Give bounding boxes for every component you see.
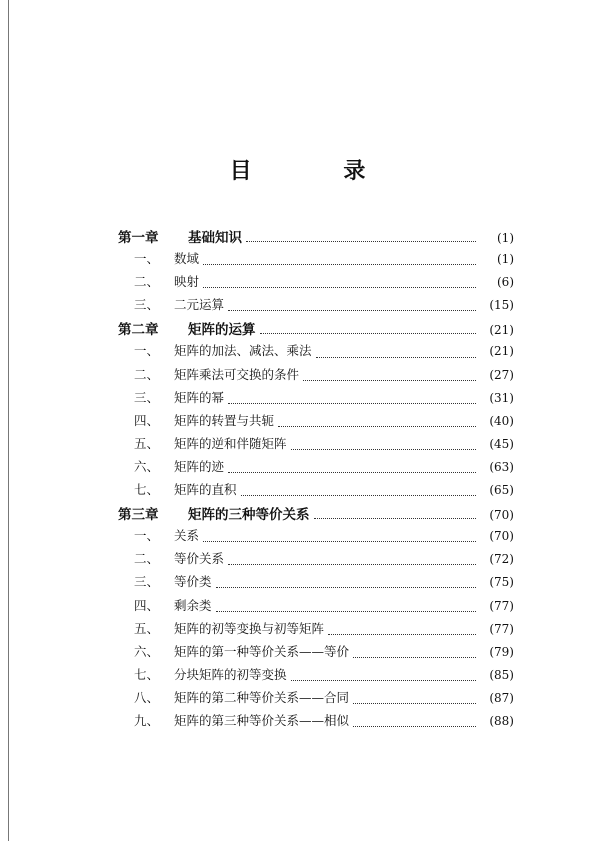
toc-section-entry xyxy=(118,619,514,642)
toc-entry-label: 等价关系 xyxy=(174,551,225,567)
toc-leader-dots xyxy=(328,626,476,635)
toc-entry-label: 基础知识 xyxy=(188,230,242,246)
toc-entry-page: (65) xyxy=(489,483,514,498)
toc-entry-page: (77) xyxy=(489,621,514,636)
toc-entry-number: 五、 xyxy=(134,435,160,451)
toc-entry-number: 一、 xyxy=(134,343,160,359)
toc-entry-label: 矩阵的第二种等价关系——合同 xyxy=(174,689,350,705)
toc-section-entry xyxy=(118,388,514,411)
toc-entry-page: (72) xyxy=(489,552,514,567)
toc-leader-dots xyxy=(241,487,476,496)
toc-leader-dots xyxy=(203,279,476,288)
toc-section-entry xyxy=(118,434,514,457)
toc-entry-page: (15) xyxy=(489,298,514,313)
toc-leader-dots xyxy=(316,349,476,358)
toc-leader-dots xyxy=(353,649,476,658)
toc-entry-number: 一、 xyxy=(134,528,160,544)
toc-leader-dots xyxy=(246,233,476,242)
toc-entry-page: (79) xyxy=(489,644,514,659)
toc-entry-page: (27) xyxy=(489,367,514,382)
toc-section-entry xyxy=(118,480,514,503)
toc-entry-page: (40) xyxy=(489,413,514,428)
toc-section-entry xyxy=(118,549,514,572)
toc-entry-label: 矩阵的逆和伴随矩阵 xyxy=(174,435,287,451)
toc-entry-page: (77) xyxy=(489,598,514,613)
toc-leader-dots xyxy=(314,510,477,519)
toc-entry-number: 三、 xyxy=(134,297,160,313)
toc-entry-page: (1) xyxy=(497,231,514,245)
toc-entry-number: 第三章 xyxy=(118,507,159,524)
toc-entry-page: (21) xyxy=(489,344,514,359)
toc-chapter-entry xyxy=(118,503,514,526)
toc-section-entry xyxy=(118,596,514,619)
toc-entry-label: 矩阵的加法、减法、乘法 xyxy=(174,343,312,359)
toc-entry-label: 矩阵的直积 xyxy=(174,482,237,498)
toc-entry-number: 七、 xyxy=(134,482,160,498)
toc-section-entry xyxy=(118,665,514,688)
toc-entry-page: (63) xyxy=(489,459,514,474)
toc-leader-dots xyxy=(228,464,476,473)
toc-entry-page: (88) xyxy=(489,713,514,728)
toc-entry-number: 第二章 xyxy=(118,322,159,339)
toc-entry-number: 六、 xyxy=(134,458,160,474)
toc-entry-label: 关系 xyxy=(174,528,200,544)
toc-entry-label: 矩阵的转置与共轭 xyxy=(174,412,275,428)
toc-entry-number: 第一章 xyxy=(118,230,159,246)
toc-section-entry xyxy=(118,457,514,480)
toc-entry-page: (31) xyxy=(489,390,514,405)
toc-section-entry xyxy=(118,526,514,549)
toc-entry-page: (75) xyxy=(489,575,514,590)
toc-leader-dots xyxy=(228,302,476,311)
toc-entry-page: (70) xyxy=(489,508,514,523)
toc-entry-label: 矩阵的运算 xyxy=(188,322,256,339)
toc-section-entry xyxy=(118,365,514,388)
toc-entry-label: 矩阵的三种等价关系 xyxy=(188,507,310,524)
toc-entry-page: (70) xyxy=(489,529,514,544)
toc-leader-dots xyxy=(291,441,476,450)
toc-leader-dots xyxy=(228,556,476,565)
toc-section-entry xyxy=(118,688,514,711)
toc-section-entry xyxy=(118,272,514,295)
toc-entry-number: 九、 xyxy=(134,712,160,728)
toc-title: 目 录 xyxy=(229,159,408,184)
toc-entry-label: 数域 xyxy=(174,251,200,267)
toc-entry-label: 映射 xyxy=(174,274,200,290)
toc-entry-number: 六、 xyxy=(134,643,160,659)
toc-leader-dots xyxy=(203,533,476,542)
toc-entry-label: 分块矩阵的初等变换 xyxy=(174,666,287,682)
toc-entry-number: 一、 xyxy=(134,251,160,267)
toc-section-entry xyxy=(118,711,514,734)
toc-entry-page: (1) xyxy=(497,252,514,267)
toc-leader-dots xyxy=(216,603,476,612)
toc-section-entry xyxy=(118,341,514,364)
toc-section-entry xyxy=(118,295,514,318)
toc-entry-label: 矩阵的第三种等价关系——相似 xyxy=(174,712,350,728)
toc-entry-label: 矩阵的迹 xyxy=(174,458,225,474)
table-of-contents xyxy=(118,226,514,734)
toc-entry-page: (45) xyxy=(489,436,514,451)
toc-leader-dots xyxy=(260,325,477,334)
toc-section-entry xyxy=(118,411,514,434)
toc-chapter-entry xyxy=(118,318,514,341)
toc-leader-dots xyxy=(353,718,476,727)
toc-entry-number: 二、 xyxy=(134,551,160,567)
toc-entry-number: 八、 xyxy=(134,689,160,705)
toc-entry-label: 矩阵乘法可交换的条件 xyxy=(174,366,300,382)
toc-entry-number: 五、 xyxy=(134,620,160,636)
toc-chapter-entry xyxy=(118,226,514,249)
toc-section-entry xyxy=(118,249,514,272)
toc-entry-page: (87) xyxy=(489,690,514,705)
toc-entry-label: 矩阵的幂 xyxy=(174,389,225,405)
toc-entry-number: 三、 xyxy=(134,574,160,590)
toc-entry-number: 二、 xyxy=(134,366,160,382)
toc-entry-page: (21) xyxy=(489,323,514,338)
toc-entry-label: 剩余类 xyxy=(174,597,212,613)
toc-leader-dots xyxy=(353,695,476,704)
toc-entry-number: 四、 xyxy=(134,412,160,428)
toc-entry-page: (85) xyxy=(489,667,514,682)
toc-entry-label: 二元运算 xyxy=(174,297,225,313)
toc-entry-number: 二、 xyxy=(134,274,160,290)
page-edge-line xyxy=(8,0,9,841)
toc-entry-label: 矩阵的初等变换与初等矩阵 xyxy=(174,620,325,636)
toc-section-entry xyxy=(118,572,514,595)
toc-leader-dots xyxy=(203,256,476,265)
toc-entry-label: 等价类 xyxy=(174,574,212,590)
toc-leader-dots xyxy=(228,395,476,404)
toc-entry-label: 矩阵的第一种等价关系——等价 xyxy=(174,643,350,659)
toc-entry-page: (6) xyxy=(497,275,514,290)
toc-leader-dots xyxy=(291,672,476,681)
toc-entry-number: 四、 xyxy=(134,597,160,613)
toc-entry-number: 三、 xyxy=(134,389,160,405)
toc-leader-dots xyxy=(303,372,476,381)
toc-leader-dots xyxy=(216,579,476,588)
toc-section-entry xyxy=(118,642,514,665)
toc-entry-number: 七、 xyxy=(134,666,160,682)
toc-leader-dots xyxy=(278,418,476,427)
